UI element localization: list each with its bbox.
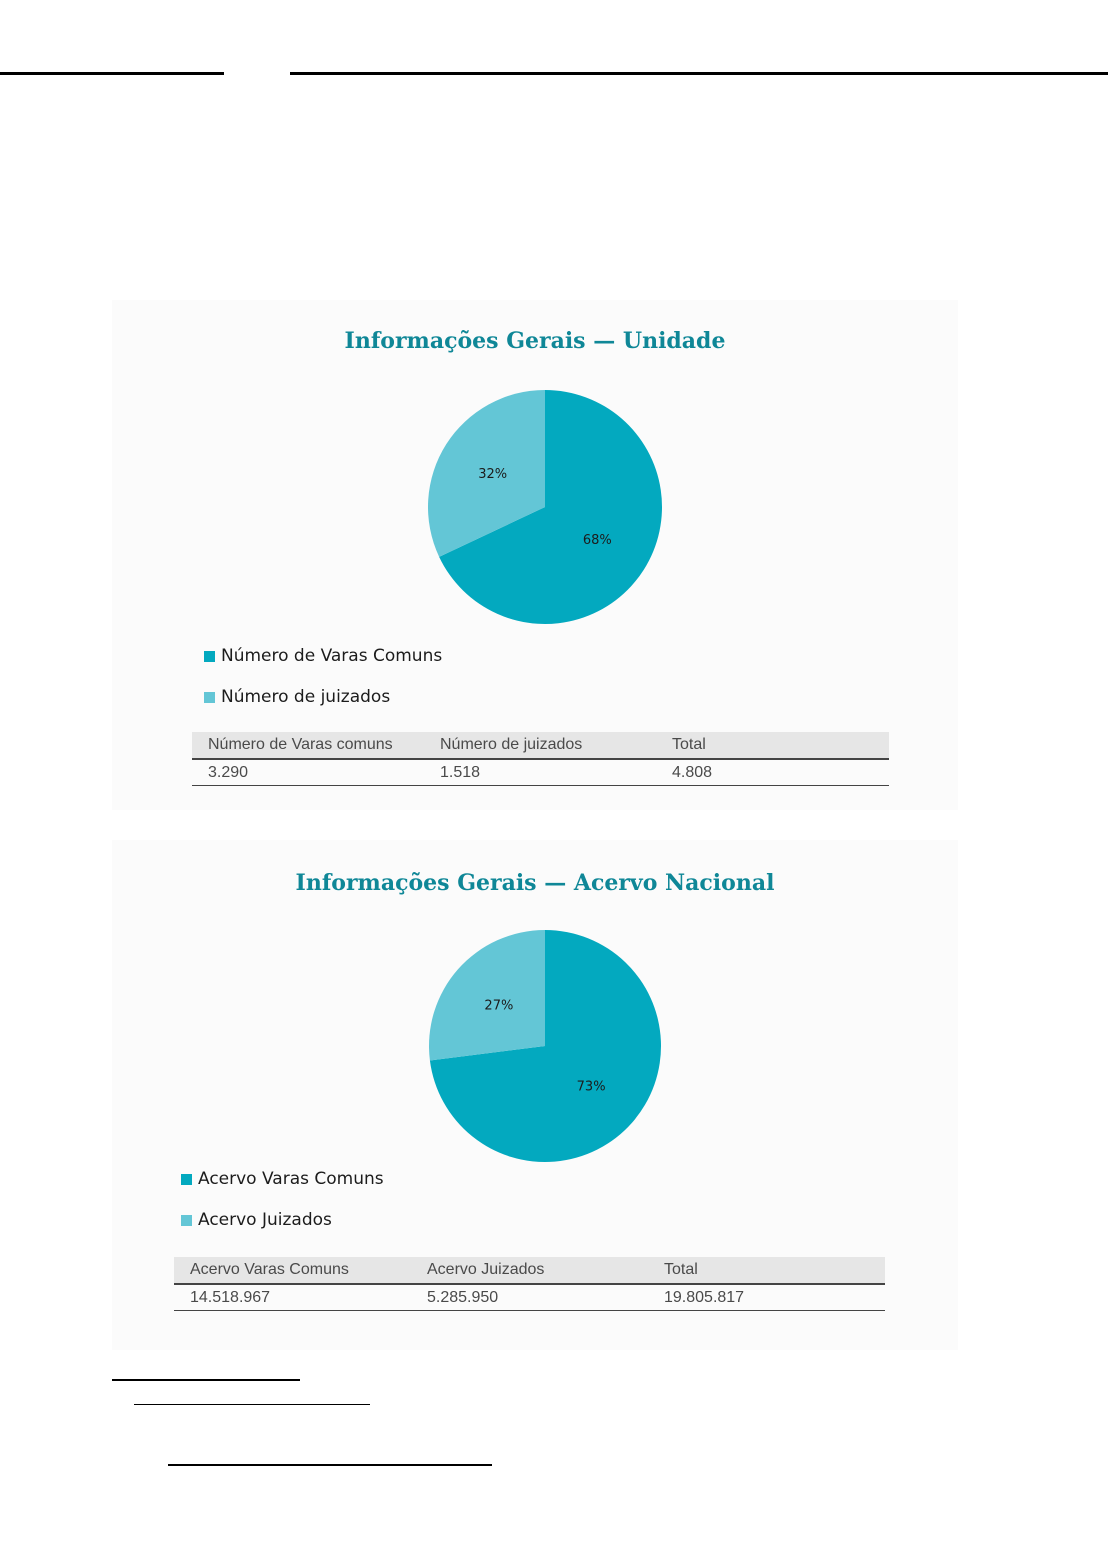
- table-header-row: [174, 1257, 885, 1284]
- legend-item: [204, 645, 442, 667]
- footnote-rule-2: [134, 1404, 370, 1405]
- legend-item: [181, 1168, 384, 1190]
- chart-title: Informações Gerais — Acervo Nacional: [295, 870, 775, 896]
- slice-data-label: 73%: [576, 1079, 606, 1095]
- chart-legend: [181, 1168, 384, 1250]
- table-header: Total: [648, 1257, 885, 1284]
- table-row: [174, 1284, 885, 1311]
- slice-data-label: 68%: [582, 533, 612, 549]
- top-rule-right: [290, 72, 1108, 75]
- legend-label: Acervo Juizados: [198, 1210, 332, 1230]
- slice-data-label: 27%: [484, 998, 514, 1014]
- chart-title: Informações Gerais — Unidade: [344, 328, 726, 354]
- top-rule-left: [0, 72, 224, 75]
- legend-item: [181, 1209, 384, 1231]
- summary-table: [192, 732, 889, 786]
- table-cell: 3.290: [192, 759, 424, 786]
- legend-label: Acervo Varas Comuns: [198, 1169, 384, 1189]
- chart-panel-unidade: [112, 300, 958, 810]
- legend-swatch: [204, 651, 215, 662]
- legend-swatch: [181, 1215, 192, 1226]
- legend-swatch: [181, 1174, 192, 1185]
- table-cell: 14.518.967: [174, 1284, 411, 1311]
- legend-label: Número de Varas Comuns: [221, 646, 443, 666]
- legend-label: Número de juizados: [221, 687, 391, 707]
- table-header: Acervo Juizados: [411, 1257, 648, 1284]
- table-row: [192, 759, 889, 786]
- table-cell: 5.285.950: [411, 1284, 648, 1311]
- chart-legend: [204, 645, 442, 727]
- legend-item: [204, 686, 442, 708]
- slice-data-label: 32%: [478, 466, 508, 482]
- footnote-rule-1: [112, 1379, 300, 1381]
- table-header-row: [192, 732, 889, 759]
- pie-slice: [429, 930, 545, 1061]
- footnote-rule-3: [168, 1464, 492, 1466]
- table-header: Número de juizados: [424, 732, 656, 759]
- table-header: Acervo Varas Comuns: [174, 1257, 411, 1284]
- table-cell: 1.518: [424, 759, 656, 786]
- table-cell: 4.808: [656, 759, 889, 786]
- chart-panel-acervo-nacional: [112, 840, 958, 1350]
- summary-table: [174, 1257, 885, 1311]
- table-header: Número de Varas comuns: [192, 732, 424, 759]
- legend-swatch: [204, 692, 215, 703]
- table-header: Total: [656, 732, 889, 759]
- table-cell: 19.805.817: [648, 1284, 885, 1311]
